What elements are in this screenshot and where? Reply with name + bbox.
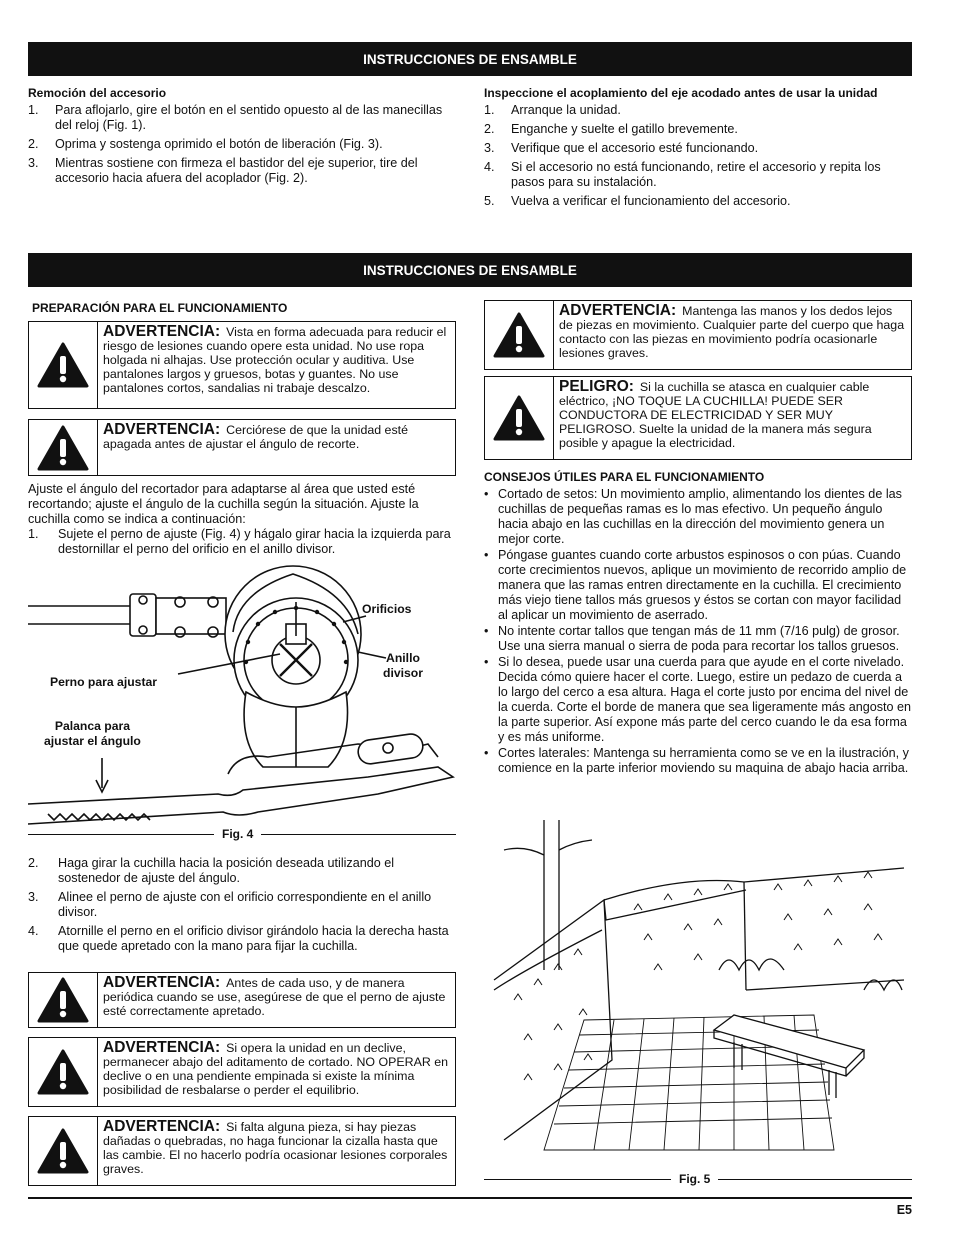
list-item: 5. Vuelva a verificar el funcionamiento del accesorio. — [484, 194, 791, 208]
label-perno: Perno para ajustar — [50, 675, 158, 689]
warning-text: Vista en forma adecuada para reducir el riesgo de lesiones cuando opere esta unidad. No use ropa holgada ni alhajas. Use protección ocular y auditiva. Use pantalones largos y gruesos, botas y guantes. No use pantalones cortos, sandalias ni trabaje descalzo. — [103, 325, 447, 395]
hedge-illustration — [484, 820, 912, 1165]
tips-title: CONSEJOS ÚTILES PARA EL FUNCIONAMIENTO — [484, 470, 765, 484]
warning-triangle-icon — [29, 1117, 98, 1185]
list-item: 1. Para aflojarlo, gire el botón en el sentido opuesto al de las manecillas del reloj (Fig. 1). — [28, 103, 443, 132]
warning-text: Mantenga las manos y los dedos lejos de piezas en movimiento. Cualquier parte del cuerpo que haga contacto con las piezas en movimiento podría ocasionarle lesiones graves. — [559, 304, 905, 360]
warning-label: ADVERTENCIA: — [559, 302, 677, 319]
list-item: 3. Mientras sostiene con firmeza el bastidor del eje superior, tire del accesorio hacia afuera del acoplador (Fig. 2). — [28, 156, 418, 185]
list-item: • Cortes laterales: Mantenga su herramienta como se ve en la ilustración, y comience en la parte inferior moviendo su maquina de abajo hacia arriba. — [484, 746, 912, 776]
prep-section-title: PREPARACIÓN PARA EL FUNCIONAMIENTO — [32, 301, 288, 315]
list-item: 3. Verifique que el accesorio esté funcionando. — [484, 141, 759, 155]
section-header-assembly-2: INSTRUCCIONES DE ENSAMBLE — [28, 253, 912, 287]
inspect-title: Inspeccione el acoplamiento del eje acodado antes de usar la unidad — [484, 86, 878, 100]
list-item: • Póngase guantes cuando corte arbustos espinosos o con púas. Cuando corte crecimientos nuevos, aplique un movimiento de recorrido amplio de manera que las ramas entren directamente en la cuchilla. El crecimiento más viejo tiene tallos más gruesos y éstos se cortan con mayor facilidad al aplicar un movimiento de aserrado. — [484, 548, 912, 623]
list-item: 4. Si el accesorio no está funcionando, retire el accesorio y repita los pasos para su instalación. — [484, 160, 881, 189]
list-item: 1. Arranque la unidad. — [484, 103, 621, 117]
warning-triangle-icon — [29, 420, 98, 475]
list-item: 1. Sujete el perno de ajuste (Fig. 4) y hágalo girar hacia la izquierda para destornillar el perno del orificio en el anillo divisor. — [28, 527, 451, 556]
removal-title: Remoción del accesorio — [28, 86, 167, 100]
danger-box — [484, 376, 912, 460]
list-item: • Cortado de setos: Un movimiento amplio, alimentando los dientes de las cuchillas de pequeñas ramas es lo mas efectivo. Un pequeño ángulo hacia abajo en las cuchillas en la dirección del movimiento genera un mejor corte. — [484, 487, 912, 547]
figure-caption: Fig. 5 — [671, 1172, 718, 1186]
warning-label: ADVERTENCIA: — [103, 421, 221, 438]
adjust-steps — [28, 856, 458, 958]
warning-label: ADVERTENCIA: — [103, 1118, 221, 1135]
list-item: 2. Enganche y suelte el gatillo brevemente. — [484, 122, 738, 136]
warning-triangle-icon — [485, 301, 554, 369]
warning-box — [28, 321, 456, 409]
inspect-section — [484, 86, 912, 213]
warning-text: Antes de cada uso, y de manera periódica cuando se use, asegúrese de que el perno de ajuste esté correctamente apretado. — [103, 976, 446, 1018]
removal-section — [28, 86, 448, 190]
list-item: 2. Haga girar la cuchilla hacia la posición deseada utilizando el sostenedor de ajuste del ángulo. — [28, 856, 395, 885]
list-item: 4. Atornille el perno en el orificio divisor girándolo hacia la derecha hasta que quede apretado con la mano para fijar la cuchilla. — [28, 924, 449, 953]
warning-text: Si falta alguna pieza, si hay piezas dañadas o quebradas, no haga funcionar la cizalla hasta que las cambie. El no hacerlo podría ocasionar lesiones corporales graves. — [103, 1120, 448, 1176]
label-orificios: Orificios — [362, 602, 412, 616]
adjust-intro: Ajuste el ángulo del recortador para adaptarse al área que usted esté recortando; ajuste el ángulo de la cuchilla según la situación. Ajuste la cuchilla como se indica a continuación: — [28, 482, 419, 526]
list-item: • No intente cortar tallos que tengan más de 11 mm (7/16 pulg) de grosor. Use una sierra manual o sierra de poda para recortar los tallos gruesos. — [484, 624, 912, 654]
warning-label: ADVERTENCIA: — [103, 323, 221, 340]
warning-box — [28, 1116, 456, 1186]
warning-triangle-icon — [29, 322, 98, 408]
warning-label: ADVERTENCIA: — [103, 974, 221, 991]
warning-triangle-icon — [29, 973, 98, 1027]
list-item: 2. Oprima y sostenga oprimido el botón de liberación (Fig. 3). — [28, 137, 383, 151]
warning-box — [28, 1037, 456, 1107]
footer-rule — [28, 1197, 912, 1199]
tips-section — [484, 470, 912, 777]
label-anillo: Anillo divisor — [383, 651, 423, 680]
list-item: • Si lo desea, puede usar una cuerda para que ayude en el corte nivelado. Decida cómo quiere hacer el corte. Luego, estire un pedazo de cuerda a lo largo del cerco a esa altura. Haga el corte justo por encima del nivel de la cuerda. Corte el borde de manera que sea ligeramente más angosto en la parte superior. Así expone más parte del cerco cuando le da esa forma y es más uniforme. — [484, 655, 912, 745]
danger-label: PELIGRO: — [559, 378, 634, 395]
page-number: E5 — [896, 1203, 912, 1217]
warning-text: Cerciórese de que la unidad esté apagada antes de ajustar el ángulo de recorte. — [103, 423, 408, 451]
warning-box — [484, 300, 912, 370]
figure-caption: Fig. 4 — [214, 827, 261, 841]
warning-box — [28, 972, 456, 1028]
danger-text: Si la cuchilla se atasca en cualquier cable eléctrico, ¡NO TOQUE LA CUCHILLA! PUEDE SER CONDUCTORA DE ELECTRICIDAD Y SER MUY PELIGROSO. Suelte la unidad de la manera más segura posible y apague la electricidad. — [559, 380, 872, 450]
warning-text: Si opera la unidad en un declive, permanecer abajo del aditamento de cortado. NO OPERAR en declive o en una pendiente empinada si existe la mínima posibilidad de resbalarse o perder el equilibrio. — [103, 1041, 449, 1097]
warning-triangle-icon — [29, 1038, 98, 1106]
adjust-section — [28, 482, 458, 561]
warning-label: ADVERTENCIA: — [103, 1039, 221, 1056]
warning-box — [28, 419, 456, 476]
section-header-assembly: INSTRUCCIONES DE ENSAMBLE — [28, 42, 912, 76]
warning-triangle-icon — [485, 377, 554, 459]
label-palanca: Palanca para ajustar el ángulo — [44, 719, 141, 748]
list-item: 3. Alinee el perno de ajuste con el orificio correspondiente en el anillo divisor. — [28, 890, 432, 919]
